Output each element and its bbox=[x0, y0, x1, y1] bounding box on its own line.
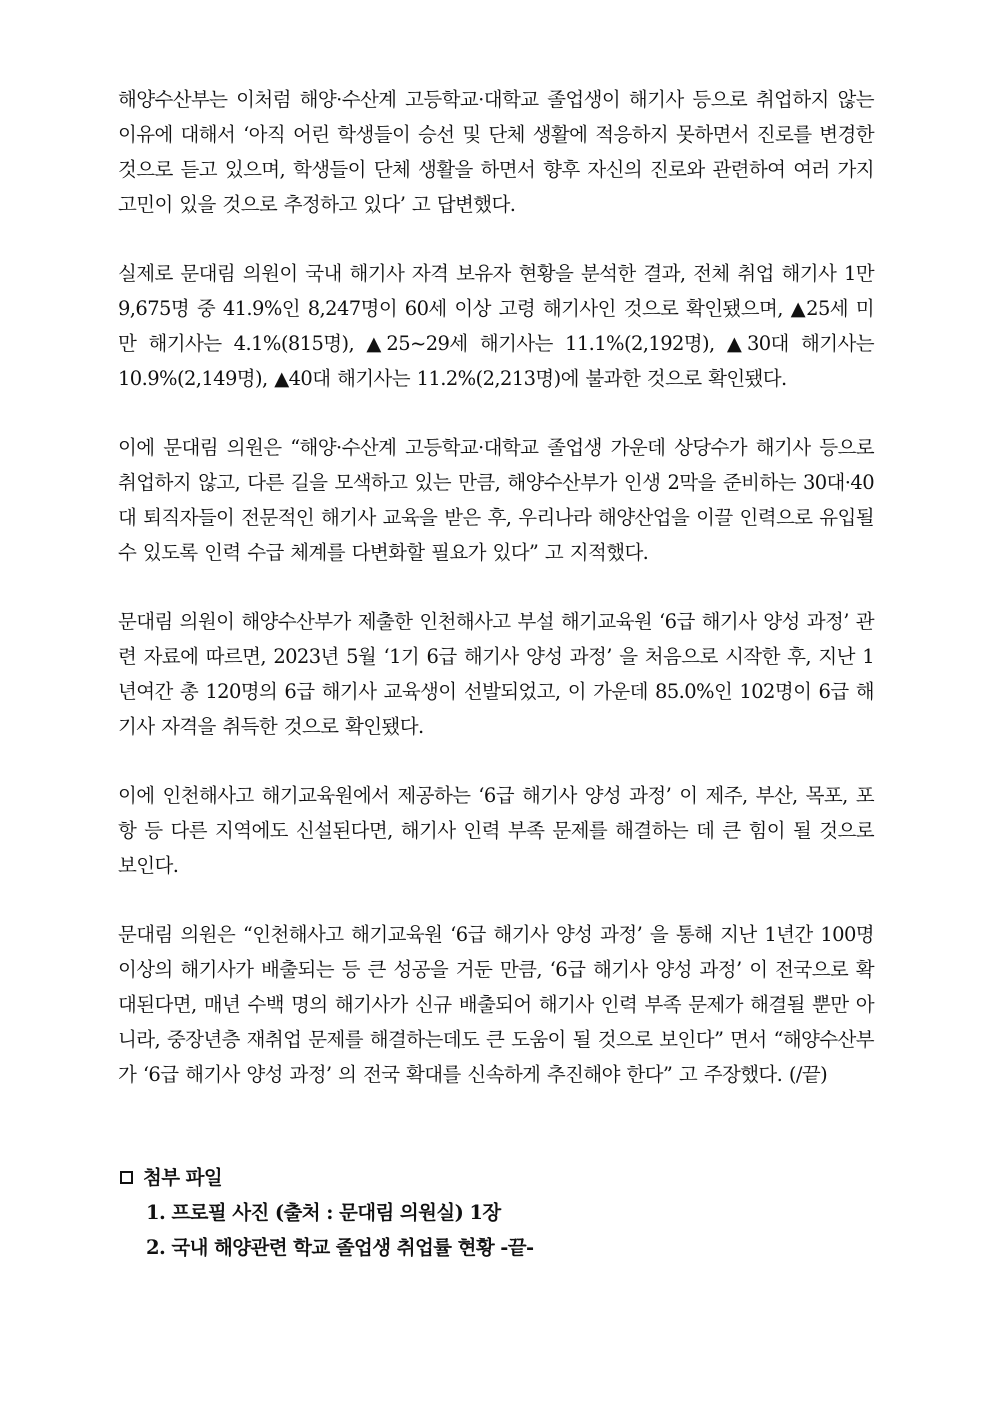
paragraph-expansion: 이에 인천해사고 해기교육원에서 제공하는 ‘6급 해기사 양성 과정’ 이 제주, 부산, 목포, 포항 등 다른 지역에도 신설된다면, 해기사 인력 부족 문제를 해결하는 데 큰 힘이 될 것으로 보인다. bbox=[118, 784, 874, 877]
attachments-heading-row bbox=[118, 1160, 874, 1195]
attachments-list bbox=[118, 1195, 874, 1265]
attachment-item: 2. 국내 해양관련 학교 졸업생 취업률 현황 -끝- bbox=[146, 1236, 534, 1259]
document-body bbox=[118, 82, 874, 1092]
paragraph-training-data: 문대림 의원이 해양수산부가 제출한 인천해사고 부설 해기교육원 ‘6급 해기사 양성 과정’ 관련 자료에 따르면, 2023년 5월 ‘1기 6급 해기사 양성 과정’ 을 처음으로 시작한 후, 지난 1년여간 총 120명의 6급 해기사 교육생이 선발되었고, 이 가운데 85.0%인 102명이 6급 해기사 자격을 취득한 것으로 확인됐다. bbox=[118, 610, 874, 738]
attachments-section bbox=[118, 1160, 874, 1265]
attachments-heading: 첨부 파일 bbox=[143, 1166, 223, 1189]
attachment-item: 1. 프로필 사진 (출처 : 문대림 의원실) 1장 bbox=[146, 1201, 501, 1224]
paragraph-conclusion: 문대림 의원은 “인천해사고 해기교육원 ‘6급 해기사 양성 과정’ 을 통해 지난 1년간 100명 이상의 해기사가 배출되는 등 큰 성공을 거둔 만큼, ‘6급 해기사 양성 과정’ 이 전국으로 확대된다면, 매년 수백 명의 해기사가 신규 배출되어 해기사 인력 부족 문제가 해결될 뿐만 아니라, 중장년층 재취업 문제를 해결하는데도 큰 도움이 될 것으로 보인다” 면서 “해양수산부가 ‘6급 해기사 양성 과정’ 의 전국 확대를 신속하게 추진해야 한다” 고 주장했다. (/끝) bbox=[118, 923, 874, 1086]
paragraph-lawmaker-remark: 이에 문대림 의원은 “해양·수산계 고등학교·대학교 졸업생 가운데 상당수가 해기사 등으로 취업하지 않고, 다른 길을 모색하고 있는 만큼, 해양수산부가 인생 2막을 준비하는 30대·40대 퇴직자들이 전문적인 해기사 교육을 받은 후, 우리나라 해양산업을 이끌 인력으로 유입될 수 있도록 인력 수급 체계를 다변화할 필요가 있다” 고 지적했다. bbox=[118, 436, 874, 564]
paragraph-statistics: 실제로 문대림 의원이 국내 해기사 자격 보유자 현황을 분석한 결과, 전체 취업 해기사 1만 9,675명 중 41.9%인 8,247명이 60세 이상 고령 해기사인 것으로 확인됐으며, ▲25세 미만 해기사는 4.1%(815명), ▲25~29세 해기사는 11.1%(2,192명), ▲30대 해기사는 10.9%(2,149명), ▲40대 해기사는 11.2%(2,213명)에 불과한 것으로 확인됐다. bbox=[118, 262, 874, 390]
paragraph-reason: 해양수산부는 이처럼 해양·수산계 고등학교·대학교 졸업생이 해기사 등으로 취업하지 않는 이유에 대해서 ‘아직 어린 학생들이 승선 및 단체 생활에 적응하지 못하면서 진로를 변경한 것으로 듣고 있으며, 학생들이 단체 생활을 하면서 향후 자신의 진로와 관련하여 여러 가지 고민이 있을 것으로 추정하고 있다’ 고 답변했다. bbox=[118, 88, 874, 216]
checkbox-square-icon bbox=[120, 1171, 133, 1184]
